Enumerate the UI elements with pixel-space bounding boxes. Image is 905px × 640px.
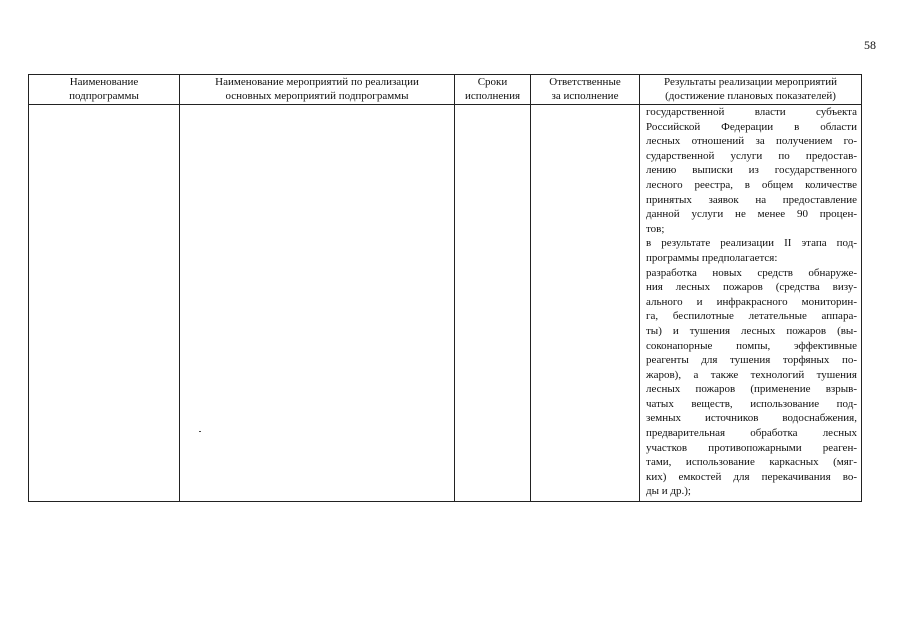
results-text-line: ния лесных пожаров (средства визу- — [646, 281, 857, 294]
results-text-line: Российской Федерации в области — [646, 120, 857, 133]
results-text-line: земных источников водоснабжения, — [646, 412, 857, 425]
header-activities — [180, 75, 455, 105]
scan-speck — [199, 431, 201, 432]
results-text-line: разработка новых средств обнаруже- — [646, 266, 857, 279]
header-line: Наименование — [69, 76, 139, 88]
header-line: подпрограммы — [69, 89, 139, 102]
results-text-line: ального и инфракрасного мониторин- — [646, 295, 857, 308]
results-text-line: данной услуги не менее 90 процен- — [646, 208, 857, 221]
results-text-line: принятых заявок на предоставление — [646, 193, 857, 206]
results-text-line: ды и др.); — [646, 485, 691, 498]
results-text-line: тами, использование каркасных (мяг- — [646, 456, 857, 469]
results-text-line: в результате реализации II этапа под- — [646, 237, 857, 250]
header-line: основных мероприятий подпрограммы — [225, 89, 409, 102]
results-text-line: тов; — [646, 222, 665, 235]
results-text-line: предварительная обработка лесных — [646, 427, 857, 440]
header-line: исполнения — [464, 89, 521, 102]
cell-deadlines — [455, 105, 531, 502]
results-text-line: лесных пожаров (применение взрыв- — [646, 383, 857, 396]
results-text-line: чатых веществ, использование под- — [646, 397, 857, 410]
header-results — [640, 75, 862, 105]
header-line: за исполнение — [551, 89, 619, 102]
page-number: 58 — [864, 38, 876, 52]
results-text-line: лению выписки из государственного — [646, 164, 857, 177]
results-text-line: га, беспилотные летательные аппара- — [646, 310, 857, 323]
table-row — [29, 105, 862, 502]
cell-responsible — [531, 105, 640, 502]
header-responsible — [531, 75, 640, 105]
header-line: (достижение плановых показателей) — [665, 89, 836, 102]
results-text-line: соконапорные помпы, эффективные — [646, 339, 857, 352]
results-text-line: лесных отношений за получением го- — [646, 135, 857, 148]
results-text-line: участков противопожарными реаген- — [646, 441, 857, 454]
cell-results — [640, 105, 862, 502]
results-text-line: ты) и тушения лесных пожаров (вы- — [646, 324, 857, 337]
header-line: Ответственные — [549, 76, 621, 88]
results-text-line: реагенты для тушения торфяных по- — [646, 354, 857, 367]
results-text-line: сударственной услуги по предостав- — [646, 149, 857, 162]
cell-subprogram-name — [29, 105, 180, 502]
header-subprogram-name — [29, 75, 180, 105]
header-deadlines — [455, 75, 531, 105]
results-text-line: жаров), а также технологий тушения — [646, 368, 857, 381]
header-line: Сроки — [477, 76, 508, 88]
program-table — [28, 74, 862, 502]
header-line: Наименование мероприятий по реализации — [215, 76, 419, 88]
cell-activities — [180, 105, 455, 502]
results-text-line: лесного реестра, в общем количестве — [646, 178, 857, 191]
results-text-line: ких) емкостей для перекачивания во- — [646, 470, 857, 483]
results-text-line: государственной власти субъекта — [646, 106, 857, 118]
table-header-row — [29, 75, 862, 105]
results-text-line: программы предполагается: — [646, 251, 778, 264]
header-line: Результаты реализации мероприятий — [664, 76, 837, 88]
